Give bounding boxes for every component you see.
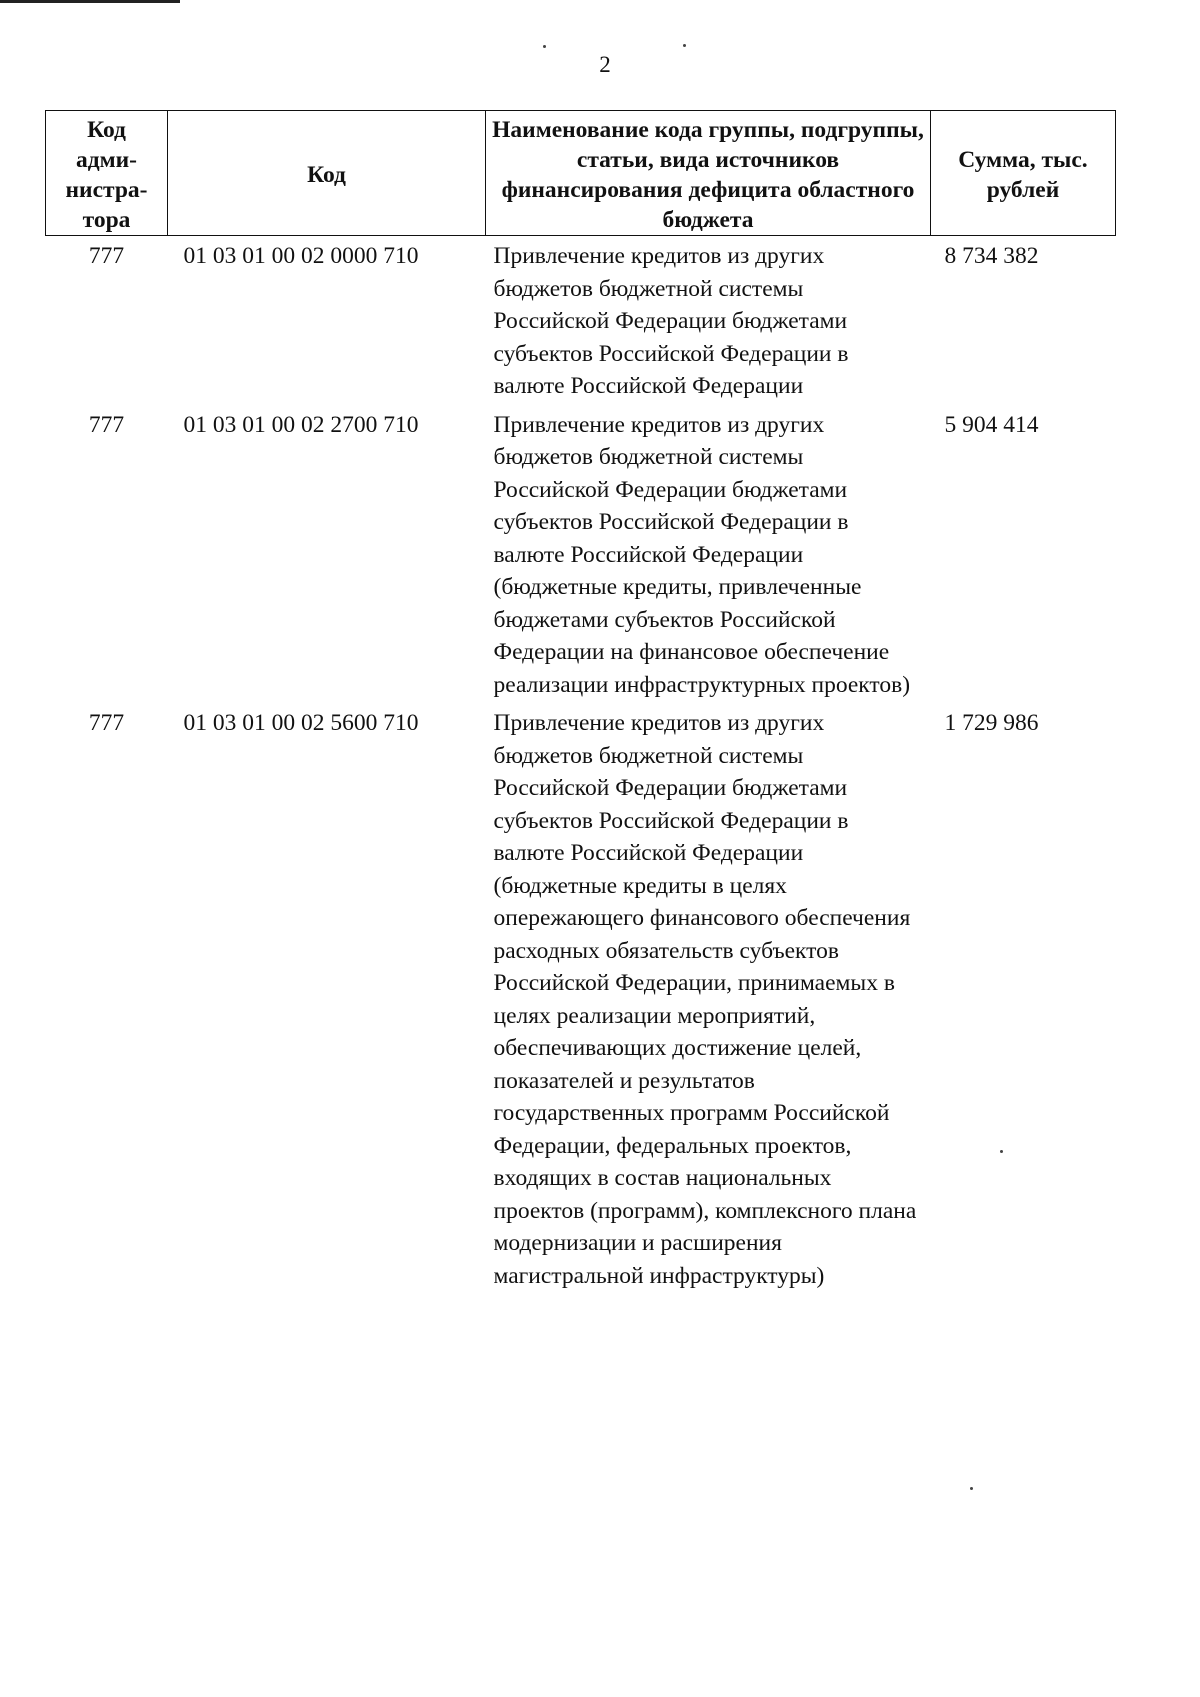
page-number: 2: [599, 52, 611, 77]
code-cell: 01 03 01 00 02 5600 710: [183, 710, 419, 736]
header-name: Наименование кода группы, подгруппы, статьи, вида источников финансирования дефицита областного бюджета: [486, 111, 931, 236]
name-cell: Привлечение кредитов из других бюджетов бюджетной системы Российской Федерации бюджетами субъектов Российской Федерации в валюте Российской Федерации (бюджетные кредиты в целях опережающего финансового обеспечения расходных обязательств субъектов Российской Федерации, принимаемых в целях реализации мероприятий, обеспечивающих достижение целей, показателей и результатов государственных программ Российской Федерации, федеральных проектов, входящих в состав национальных проектов (программ), комплексного плана модернизации и расширения магистральной инфраструктуры): [493, 710, 917, 1289]
admin-code-cell: 777: [88, 710, 125, 736]
sum-cell: 1 729 986: [944, 710, 1039, 736]
code-cell: 01 03 01 00 02 0000 710: [183, 243, 419, 269]
scan-speck: [970, 1487, 973, 1490]
code-cell: 01 03 01 00 02 2700 710: [183, 411, 419, 438]
budget-sources-table: [45, 110, 1116, 1294]
sum-cell: 8 734 382: [944, 243, 1039, 269]
table-row: [46, 405, 1116, 704]
table-row: [46, 236, 1116, 405]
admin-code-cell: 777: [88, 411, 125, 438]
header-admin-code: [46, 111, 168, 236]
scan-speck: [1000, 1150, 1003, 1153]
admin-code-cell: 777: [88, 243, 125, 269]
scan-speck: [543, 45, 546, 48]
scan-speck: [683, 44, 686, 47]
name-cell: Привлечение кредитов из других бюджетов бюджетной системы Российской Федерации бюджетами субъектов Российской Федерации в валюте Российской Федерации (бюджетные кредиты, привлеченные бюджетами субъектов Российской Федерации на финансовое обеспечение реализации инфраструктурных проектов): [493, 411, 911, 698]
sum-cell: 5 904 414: [944, 411, 1039, 438]
header-code: Код: [168, 111, 486, 236]
scan-edge-mark: [0, 0, 180, 3]
header-sum: Сумма, тыс. рублей: [931, 111, 1116, 236]
header-admin-code-text: Код адми-нистра-тора: [65, 117, 148, 233]
table-header-row: [46, 111, 1116, 236]
name-cell: Привлечение кредитов из других бюджетов бюджетной системы Российской Федерации бюджетами субъектов Российской Федерации в валюте Российской Федерации: [493, 243, 849, 399]
table-row: [46, 703, 1116, 1294]
